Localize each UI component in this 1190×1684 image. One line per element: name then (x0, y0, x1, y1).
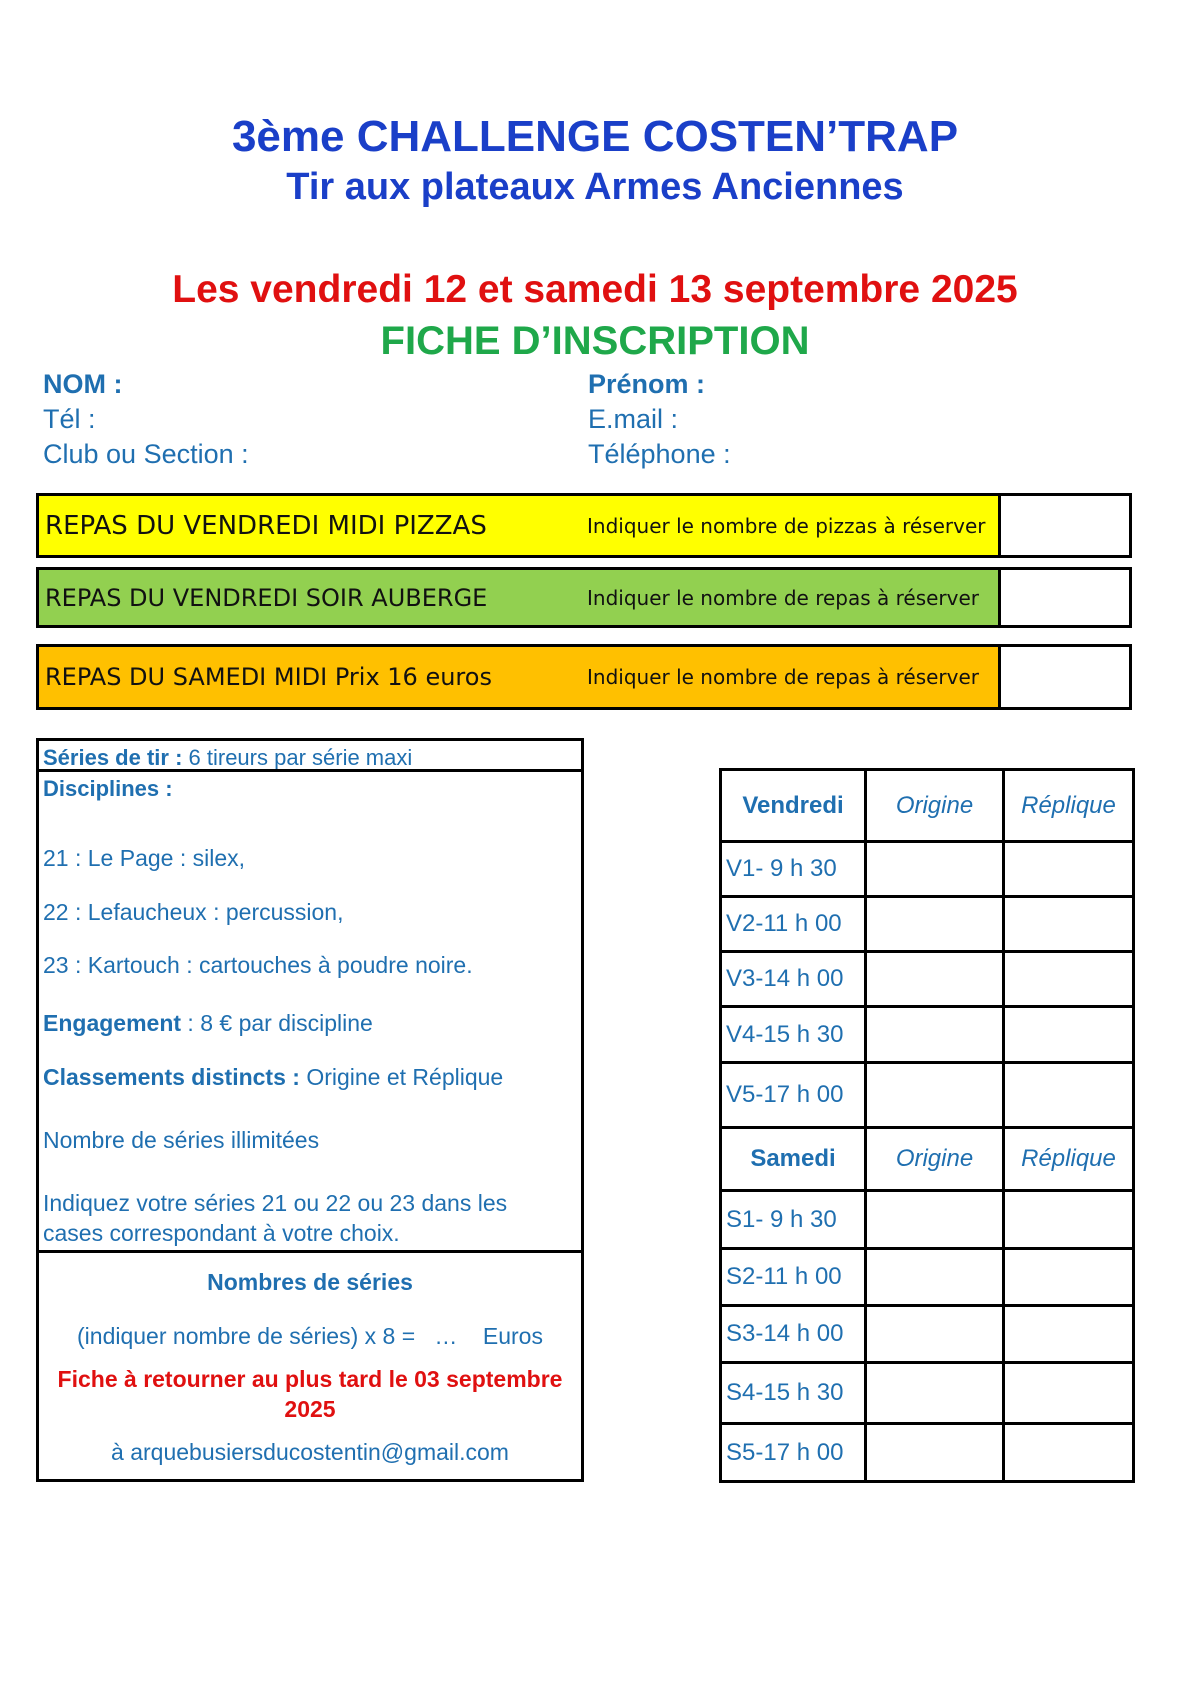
slot-label: V2-11 h 00 (721, 897, 866, 952)
meal-quantity-box[interactable] (998, 496, 1129, 555)
disciplines-box (36, 769, 584, 1253)
slot-label: S5-17 h 00 (721, 1424, 866, 1482)
schedule-row (721, 897, 1134, 952)
origine-cell[interactable] (866, 1424, 1004, 1482)
event-dates: Les vendredi 12 et samedi 13 septembre 2025 (172, 268, 1018, 311)
discipline-22: 22 : Lefaucheux : percussion, (43, 899, 344, 925)
summary-box (36, 1250, 584, 1482)
replique-cell[interactable] (1004, 1424, 1134, 1482)
schedule-row (721, 1424, 1134, 1482)
origine-cell[interactable] (866, 1306, 1004, 1363)
form-title: FICHE D’INSCRIPTION (380, 319, 810, 363)
origine-cell[interactable] (866, 897, 1004, 952)
club-field-label: Club ou Section : (43, 439, 249, 469)
saturday-header-row (721, 1128, 1134, 1191)
schedule-row (721, 952, 1134, 1007)
replique-cell[interactable] (1004, 1007, 1134, 1063)
meal-label: REPAS DU VENDREDI SOIR AUBERGE (45, 583, 488, 612)
replique-cell[interactable] (1004, 1306, 1134, 1363)
meal-hint: Indiquer le nombre de repas à réserver (587, 665, 980, 689)
origine-cell[interactable] (866, 1007, 1004, 1063)
meal-label-cell (39, 496, 998, 555)
slot-label: S1- 9 h 30 (721, 1191, 866, 1249)
schedule-row (721, 842, 1134, 897)
classements-line (43, 1064, 503, 1091)
discipline-21: 21 : Le Page : silex, (43, 845, 246, 871)
series-box (36, 738, 584, 772)
replique-cell[interactable] (1004, 1249, 1134, 1306)
replique-cell[interactable] (1004, 1363, 1134, 1424)
schedule-row (721, 1306, 1134, 1363)
meal-label: REPAS DU SAMEDI MIDI Prix 16 euros (45, 663, 492, 691)
meal-quantity-box[interactable] (998, 647, 1129, 707)
formula-line (39, 1323, 581, 1350)
origine-cell[interactable] (866, 952, 1004, 1007)
friday-header-row (721, 770, 1134, 842)
saturday-day-header: Samedi (721, 1128, 866, 1191)
origine-cell[interactable] (866, 1249, 1004, 1306)
origine-cell[interactable] (866, 842, 1004, 897)
meal-label-cell (39, 570, 998, 625)
origine-cell[interactable] (866, 1363, 1004, 1424)
series-unlimited: Nombre de séries illimitées (43, 1127, 320, 1153)
schedule-row (721, 1007, 1134, 1063)
slot-label: S3-14 h 00 (721, 1306, 866, 1363)
meal-hint: Indiquer le nombre de pizzas à réserver (587, 513, 986, 538)
replique-cell[interactable] (1004, 952, 1134, 1007)
deadline-line-2: 2025 (284, 1396, 336, 1422)
replique-cell[interactable] (1004, 1063, 1134, 1128)
slot-label: V1- 9 h 30 (721, 842, 866, 897)
friday-day-header: Vendredi (721, 770, 866, 842)
schedule-row (721, 1363, 1134, 1424)
engagement-line (43, 1010, 373, 1037)
classements-value: Origine et Réplique (306, 1064, 504, 1090)
replique-cell[interactable] (1004, 1191, 1134, 1249)
schedule-table (719, 768, 1135, 1483)
tel-field-label: Tél : (43, 404, 96, 434)
instructions-line-1: Indiquez votre séries 21 ou 22 ou 23 dans les (43, 1190, 508, 1216)
origine-header: Origine (866, 770, 1004, 842)
instructions-line-2: cases correspondant à votre choix. (43, 1220, 400, 1246)
origine-cell[interactable] (866, 1063, 1004, 1128)
replique-header: Réplique (1004, 770, 1134, 842)
schedule-row (721, 1191, 1134, 1249)
slot-label: V4-15 h 30 (721, 1007, 866, 1063)
series-count-title: Nombres de séries (207, 1269, 413, 1295)
replique-cell[interactable] (1004, 897, 1134, 952)
meal-quantity-box[interactable] (998, 570, 1129, 625)
meal-hint: Indiquer le nombre de repas à réserver (587, 585, 980, 610)
meal-row-saturday-lunch (36, 644, 1132, 710)
slot-label: S2-11 h 00 (721, 1249, 866, 1306)
series-line (43, 745, 412, 771)
amount-placeholder[interactable]: … (434, 1323, 458, 1349)
slot-label: S4-15 h 30 (721, 1363, 866, 1424)
engagement-label: Engagement (43, 1010, 182, 1036)
euros-label: Euros (482, 1323, 543, 1349)
meal-row-friday-lunch (36, 493, 1132, 558)
meal-row-friday-dinner (36, 567, 1132, 628)
meal-label: REPAS DU VENDREDI MIDI PIZZAS (45, 510, 487, 541)
disciplines-label: Disciplines : (43, 776, 173, 801)
telephone-field-label: Téléphone : (588, 439, 731, 469)
replique-cell[interactable] (1004, 842, 1134, 897)
origine-cell[interactable] (866, 1191, 1004, 1249)
schedule-row (721, 1249, 1134, 1306)
nom-field-label: NOM : (43, 369, 123, 399)
event-title: 3ème CHALLENGE COSTEN’TRAP (231, 112, 959, 161)
discipline-23: 23 : Kartouch : cartouches à poudre noire. (43, 952, 473, 978)
contact-email[interactable]: à arquebusiersducostentin@gmail.com (111, 1439, 509, 1465)
slot-label: V5-17 h 00 (721, 1063, 866, 1128)
prenom-field-label: Prénom : (588, 369, 706, 399)
replique-header: Réplique (1004, 1128, 1134, 1191)
event-subtitle: Tir aux plateaux Armes Anciennes (286, 166, 904, 208)
schedule-row (721, 1063, 1134, 1128)
email-field-label: E.mail : (588, 404, 679, 434)
slot-label: V3-14 h 00 (721, 952, 866, 1007)
deadline-line-1: Fiche à retourner au plus tard le 03 septembre (57, 1366, 563, 1392)
engagement-value: : 8 € par discipline (187, 1010, 373, 1036)
series-label: Séries de tir : (43, 745, 183, 770)
meal-label-cell (39, 647, 998, 707)
series-value: 6 tireurs par série maxi (188, 745, 413, 770)
origine-header: Origine (866, 1128, 1004, 1191)
classements-label: Classements distincts : (43, 1064, 300, 1090)
formula-text: (indiquer nombre de séries) x 8 = (77, 1323, 416, 1349)
